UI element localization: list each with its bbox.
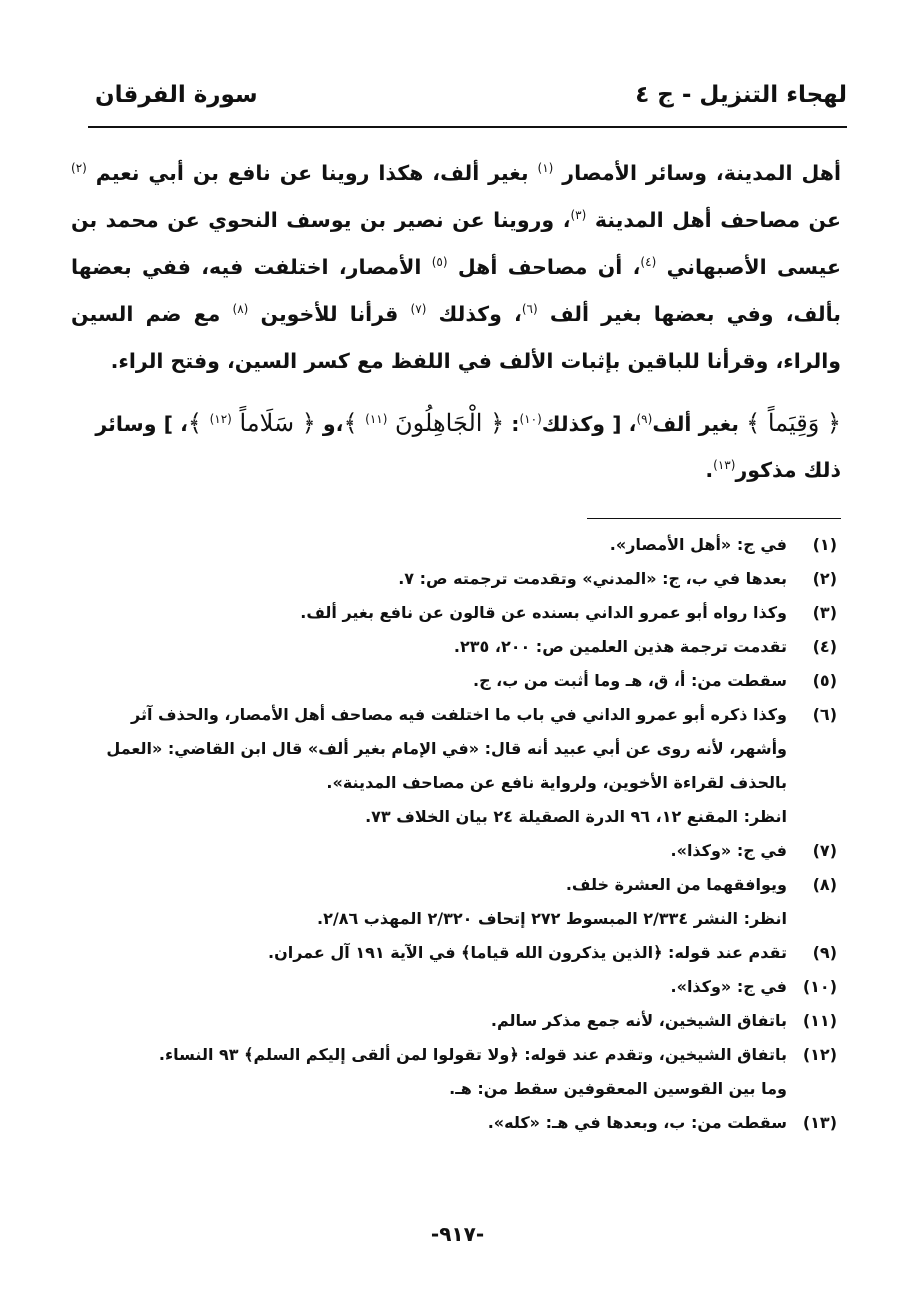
footnote-text: وكذا رواه أبو عمرو الداني بسنده عن قالون عن نافع بغير ألف. [300,603,787,622]
text-segment: أهل المدينة، وسائر الأمصار [553,161,841,185]
footnote-number: (٩) [812,943,837,962]
footnote-ref: (٦) [521,302,538,317]
surah-title: سورة الفرقان [95,82,258,108]
footnote-ref: (١١) [365,412,388,427]
footnote-text: باتفاق الشيخين، وتقدم عند قوله: ﴿ولا تقولوا لمن ألقى إليكم السلم﴾ ٩٣ النساء. [158,1045,787,1064]
footnote-number: (١٣) [802,1113,837,1132]
quran-word: ﴿ وَقِيَماً ﴾ [746,409,841,437]
text-segment: ، ] وسائر ذلك مذكور [95,412,841,482]
footnote-6 [69,698,837,834]
footnote-number: (١٢) [802,1045,837,1064]
footnote-number: (٣) [812,603,837,622]
footnote-ref: (٤) [640,255,657,270]
quran-bracket: ﴾ [187,409,210,437]
main-paragraph [71,150,841,385]
text-segment: ، وروينا عن نصير بن يوسف النحوي عن محمد بن عيسى الأصبهاني [71,208,841,279]
footnote-ref: (٨) [232,302,249,317]
footnote-text: سقطت من: أ، ق، هـ وما أثبت من ب، ج. [472,671,787,690]
footnote-number: (١) [812,535,837,554]
text-segment: ، [ وكذلك [541,412,637,436]
footnote-ref: (١٢) [209,412,232,427]
footnote-text: بعدها في ب، ج: «المدني» وتقدمت ترجمته ص: ٧. [398,569,787,588]
quran-word: ﴿ سَلَاماً [231,409,316,437]
footnote-12 [69,1038,837,1106]
footnote-ref: (٥) [431,255,448,270]
footnote-ref: (٧) [410,302,427,317]
footnote-text: سقطت من: ب، وبعدها في هـ: «كله». [487,1113,787,1132]
running-title: لهجاء التنزيل - ج ٤ [635,82,847,108]
footnote-9 [69,936,837,970]
text-segment: ، وكذلك [426,302,522,326]
footnote-ref: (٣) [570,208,587,223]
footnote-ref: (١) [537,161,554,176]
footnote-7 [69,834,837,868]
text-segment: . [705,458,714,482]
footnote-ref: (١٣) [713,458,736,473]
text-segment: قرأنا للأخوين [248,302,411,326]
footnote-text: في ج: «أهل الأمصار». [609,535,787,554]
footnote-4 [69,630,837,664]
footnote-13 [69,1106,837,1140]
footnote-number: (١١) [802,1011,837,1030]
footnote-text: وكذا ذكره أبو عمرو الداني في باب ما اختلفت فيه مصاحف أهل الأمصار، والحذف آثر وأشهر، لأنه روى عن أبي عبيد أنه قال: «في الإمام بغير ألف» قال ابن القاضي: «العمل بالحذف لقراءة الأخوين، ولرواية نافع عن مصاحف المدينة». [106,705,787,792]
text-segment: : [504,412,520,436]
footnote-ref: (٩) [636,412,653,427]
verse-line [71,400,841,493]
text-segment: ، أن مصاحف أهل [447,255,641,279]
footnote-number: (٦) [812,705,837,724]
footnotes [69,528,837,1140]
footnote-8 [69,868,837,936]
footnote-11 [69,1004,837,1038]
verse-paragraph [71,400,841,493]
footnote-ref: (٢) [71,161,87,176]
text-segment: عن مصاحف أهل المدينة [586,208,841,232]
footnote-1 [69,528,837,562]
page-number: -٩١٧- [430,1222,485,1246]
footnote-text: تقدمت ترجمة هذين العلمين ص: ٢٠٠، ٢٣٥. [453,637,787,656]
footnote-text: في ج: «وكذا». [670,977,787,996]
footnote-number: (٥) [812,671,837,690]
footnote-text: انظر: النشر ٢/٣٣٤ المبسوط ٢٧٢ إتحاف ٢/٣٢٠ المهذب ٢/٨٦. [317,909,787,928]
footnote-2 [69,562,837,596]
quran-word: ﴿ الْجَاهِلُونَ [387,409,505,437]
footnote-separator [587,518,841,519]
footnote-5 [69,664,837,698]
footnote-10 [69,970,837,1004]
footnote-number: (٨) [812,875,837,894]
main-text [71,150,841,385]
footnote-number: (٤) [812,637,837,656]
footnote-number: (١٠) [802,977,837,996]
text-segment: بغير ألف [652,412,747,436]
footnote-text: ويوافقهما من العشرة خلف. [565,875,787,894]
footnote-text: انظر: المقنع ١٢، ٩٦ الدرة الصقيلة ٢٤ بيان الخلاف ٧٣. [365,807,787,826]
footnote-text: وما بين القوسين المعقوفين سقط من: هـ. [449,1079,787,1098]
text-segment: الأمصار، اختلفت فيه، ففي بعضها بألف، وفي بعضها بغير ألف [71,255,841,326]
header-rule [88,126,847,128]
text-segment: بغير ألف، هكذا روينا عن نافع بن أبي نعيم [86,161,538,185]
footnote-text: تقدم عند قوله: ﴿الذين يذكرون الله قياما﴾ في الآية ١٩١ آل عمران. [267,943,787,962]
text-segment: ،و [315,412,344,436]
text-segment: مع ضم السين والراء، وقرأنا للباقين بإثبات الألف في اللفظ مع كسر السين، وفتح الراء. [71,302,841,373]
footnote-text: في ج: «وكذا». [670,841,787,860]
footnote-number: (٢) [812,569,837,588]
footnote-3 [69,596,837,630]
footnote-number: (٧) [812,841,837,860]
quran-bracket: ﴾ [343,409,366,437]
footnote-ref: (١٠) [519,412,542,427]
footnote-text: باتفاق الشيخين، لأنه جمع مذكر سالم. [490,1011,787,1030]
